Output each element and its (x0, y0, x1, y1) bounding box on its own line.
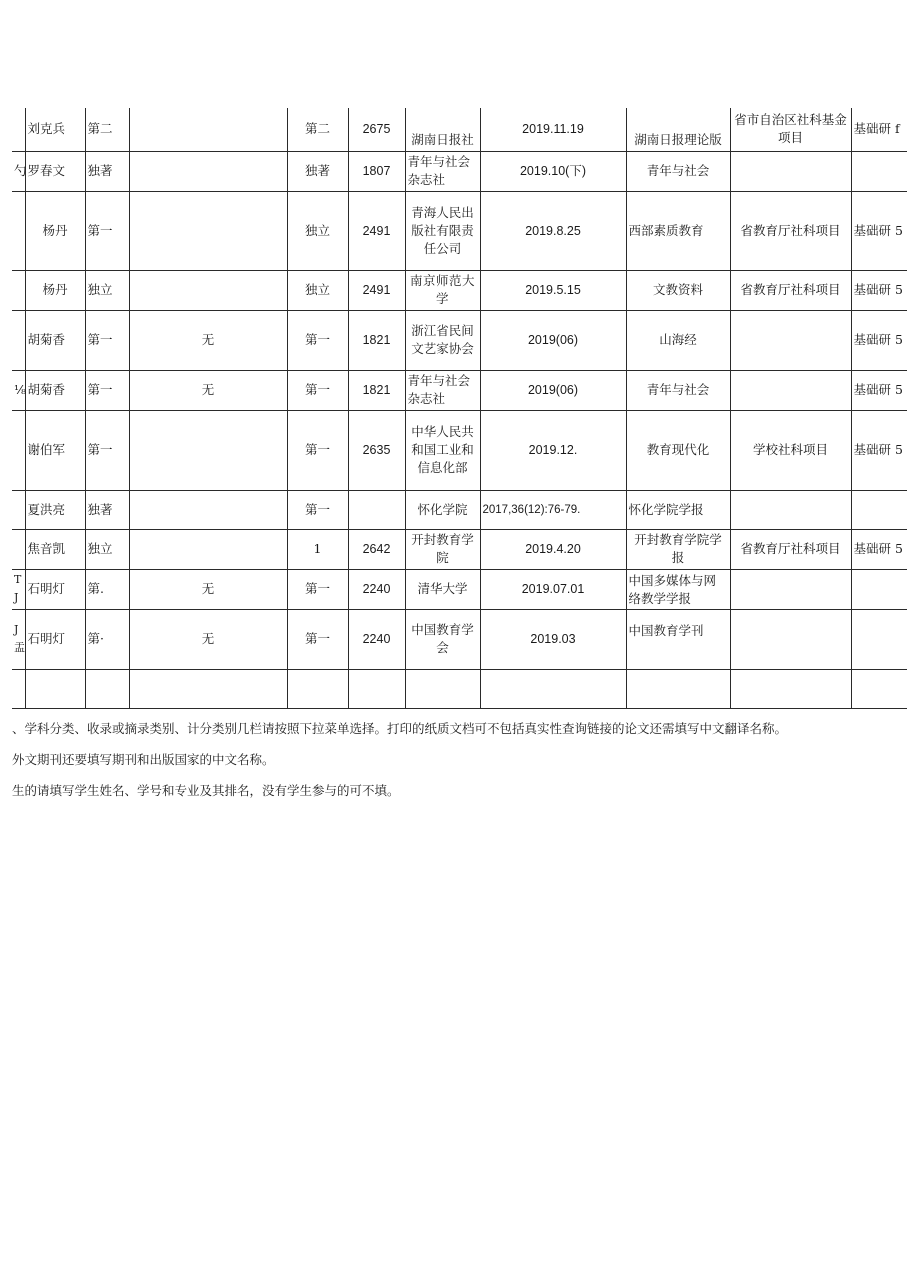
author-rank: 第一 (85, 370, 129, 410)
student-info (129, 529, 287, 569)
journal-name: 湖南日报理论版 (626, 108, 730, 151)
publisher: 中国教育学会 (405, 609, 480, 669)
record-number: 2240 (348, 609, 405, 669)
subject-category (851, 669, 907, 708)
row-mark (12, 669, 25, 708)
student-info (129, 191, 287, 270)
footnote-line: 生的请填写学生姓名、学号和专业及其排名，没有学生参与的可不填。 (12, 783, 400, 798)
record-number: 2240 (348, 569, 405, 609)
row-mark: ⅛ (12, 370, 25, 410)
journal-name: 怀化学院学报 (626, 490, 730, 529)
student-info (129, 490, 287, 529)
publisher: 湖南日报社 (405, 108, 480, 151)
publish-date: 2019.5.15 (480, 270, 626, 310)
student-info (129, 270, 287, 310)
publish-date: 2019(06) (480, 370, 626, 410)
author-name: 杨丹 (25, 191, 85, 270)
record-number (348, 490, 405, 529)
student-info (129, 669, 287, 708)
author-rank: 第一 (85, 191, 129, 270)
author-rank: 独立 (85, 270, 129, 310)
author-order: 第一 (287, 310, 348, 370)
publish-date: 2019.12. (480, 410, 626, 490)
author-order: 第二 (287, 108, 348, 151)
row-mark (12, 108, 25, 151)
footnote-line: 、学科分类、收录或摘录类别、计分类别几栏请按照下拉菜单选择。打印的纸质文档可不包括真实性查询链接的论文还需填写中文翻译名称。 (12, 721, 788, 736)
table-row (12, 310, 907, 370)
subject-category (851, 490, 907, 529)
journal-name: 开封教育学院学报 (626, 529, 730, 569)
author-rank (85, 669, 129, 708)
author-name: 杨丹 (25, 270, 85, 310)
subject-category: 基础研 5 (851, 410, 907, 490)
publish-date: 2019.8.25 (480, 191, 626, 270)
publisher: 青年与社会杂志社 (405, 370, 480, 410)
student-info (129, 108, 287, 151)
table-row (12, 151, 907, 191)
record-number (348, 669, 405, 708)
student-info: 无 (129, 370, 287, 410)
row-mark (12, 490, 25, 529)
publisher: 青年与社会杂志社 (405, 151, 480, 191)
row-mark (12, 270, 25, 310)
papers-table (12, 108, 907, 709)
record-number: 1807 (348, 151, 405, 191)
record-number: 2491 (348, 270, 405, 310)
publisher: 清华大学 (405, 569, 480, 609)
author-rank: 第二 (85, 108, 129, 151)
subject-category: 基础研 5 (851, 191, 907, 270)
publisher: 浙江省民间文艺家协会 (405, 310, 480, 370)
author-order: 第一 (287, 410, 348, 490)
publisher: 开封教育学院 (405, 529, 480, 569)
project-type (730, 569, 851, 609)
project-type (730, 370, 851, 410)
publish-date: 2019(06) (480, 310, 626, 370)
publisher: 青海人民出版社有限责任公司 (405, 191, 480, 270)
publish-date: 2017,36(12):76-79. (480, 490, 626, 529)
journal-name: 青年与社会 (626, 370, 730, 410)
author-name: 胡菊香 (25, 370, 85, 410)
table-row (12, 669, 907, 708)
publish-date: 2019.07.01 (480, 569, 626, 609)
record-number: 2675 (348, 108, 405, 151)
student-info: 无 (129, 609, 287, 669)
journal-name: 中国多媒体与网络教学学报 (626, 569, 730, 609)
journal-name (626, 669, 730, 708)
author-rank: 第一 (85, 310, 129, 370)
project-type (730, 669, 851, 708)
project-type: 省教育厅社科项目 (730, 270, 851, 310)
journal-name: 教育现代化 (626, 410, 730, 490)
author-rank: 独著 (85, 151, 129, 191)
subject-category: 基础研 5 (851, 310, 907, 370)
row-mark (12, 191, 25, 270)
record-number: 1821 (348, 310, 405, 370)
table-row (12, 529, 907, 569)
student-info (129, 151, 287, 191)
row-mark: 勺 (12, 151, 25, 191)
project-type: 省教育厅社科项目 (730, 529, 851, 569)
row-mark (12, 410, 25, 490)
journal-name: 西部素质教育 (626, 191, 730, 270)
table-row (12, 410, 907, 490)
author-name: 石明灯 (25, 569, 85, 609)
author-order: 第一 (287, 490, 348, 529)
journal-name: 文教资料 (626, 270, 730, 310)
student-info: 无 (129, 310, 287, 370)
table-row (12, 108, 907, 151)
subject-category: 基础研 5 (851, 529, 907, 569)
table-row (12, 191, 907, 270)
row-mark (12, 310, 25, 370)
author-rank: 第一 (85, 410, 129, 490)
project-type: 省教育厅社科项目 (730, 191, 851, 270)
author-order: 独著 (287, 151, 348, 191)
author-order: 独立 (287, 191, 348, 270)
publisher: 怀化学院 (405, 490, 480, 529)
journal-name: 青年与社会 (626, 151, 730, 191)
author-order: 第一 (287, 370, 348, 410)
author-name: 刘克兵 (25, 108, 85, 151)
row-mark: T J (12, 569, 25, 609)
subject-category: 基础研 5 (851, 270, 907, 310)
author-name: 石明灯 (25, 609, 85, 669)
journal-name: 山海经 (626, 310, 730, 370)
table-row (12, 569, 907, 609)
subject-category (851, 151, 907, 191)
project-type (730, 490, 851, 529)
record-number: 2642 (348, 529, 405, 569)
project-type (730, 310, 851, 370)
subject-category: 基础研 f (851, 108, 907, 151)
subject-category (851, 569, 907, 609)
footnote-line: 外文期刊还要填写期刊和出版国家的中文名称。 (12, 752, 275, 767)
publish-date: 2019.4.20 (480, 529, 626, 569)
author-order: 第一 (287, 569, 348, 609)
author-order: 第一 (287, 609, 348, 669)
row-mark: J 盂 (12, 609, 25, 669)
author-order: 独立 (287, 270, 348, 310)
subject-category (851, 609, 907, 669)
publish-date: 2019.03 (480, 609, 626, 669)
journal-name: 中国教育学刊 (626, 609, 730, 669)
publisher (405, 669, 480, 708)
author-order: 1 (287, 529, 348, 569)
publish-date: 2019.11.19 (480, 108, 626, 151)
student-info (129, 410, 287, 490)
publish-date: 2019.10(下) (480, 151, 626, 191)
project-type (730, 151, 851, 191)
table-row (12, 609, 907, 669)
table-row (12, 370, 907, 410)
author-name: 焦音凯 (25, 529, 85, 569)
author-rank: 第· (85, 609, 129, 669)
row-mark (12, 529, 25, 569)
project-type: 省市自治区社科基金项目 (730, 108, 851, 151)
author-name (25, 669, 85, 708)
publish-date (480, 669, 626, 708)
author-rank: 第. (85, 569, 129, 609)
table-row (12, 270, 907, 310)
student-info: 无 (129, 569, 287, 609)
author-name: 谢伯军 (25, 410, 85, 490)
project-type (730, 609, 851, 669)
record-number: 2491 (348, 191, 405, 270)
publisher: 南京师范大学 (405, 270, 480, 310)
author-name: 夏洪亮 (25, 490, 85, 529)
project-type: 学校社科项目 (730, 410, 851, 490)
author-order (287, 669, 348, 708)
table-row (12, 490, 907, 529)
record-number: 2635 (348, 410, 405, 490)
author-name: 罗春文 (25, 151, 85, 191)
publisher: 中华人民共和国工业和信息化部 (405, 410, 480, 490)
author-rank: 独立 (85, 529, 129, 569)
author-rank: 独著 (85, 490, 129, 529)
subject-category: 基础研 5 (851, 370, 907, 410)
record-number: 1821 (348, 370, 405, 410)
author-name: 胡菊香 (25, 310, 85, 370)
